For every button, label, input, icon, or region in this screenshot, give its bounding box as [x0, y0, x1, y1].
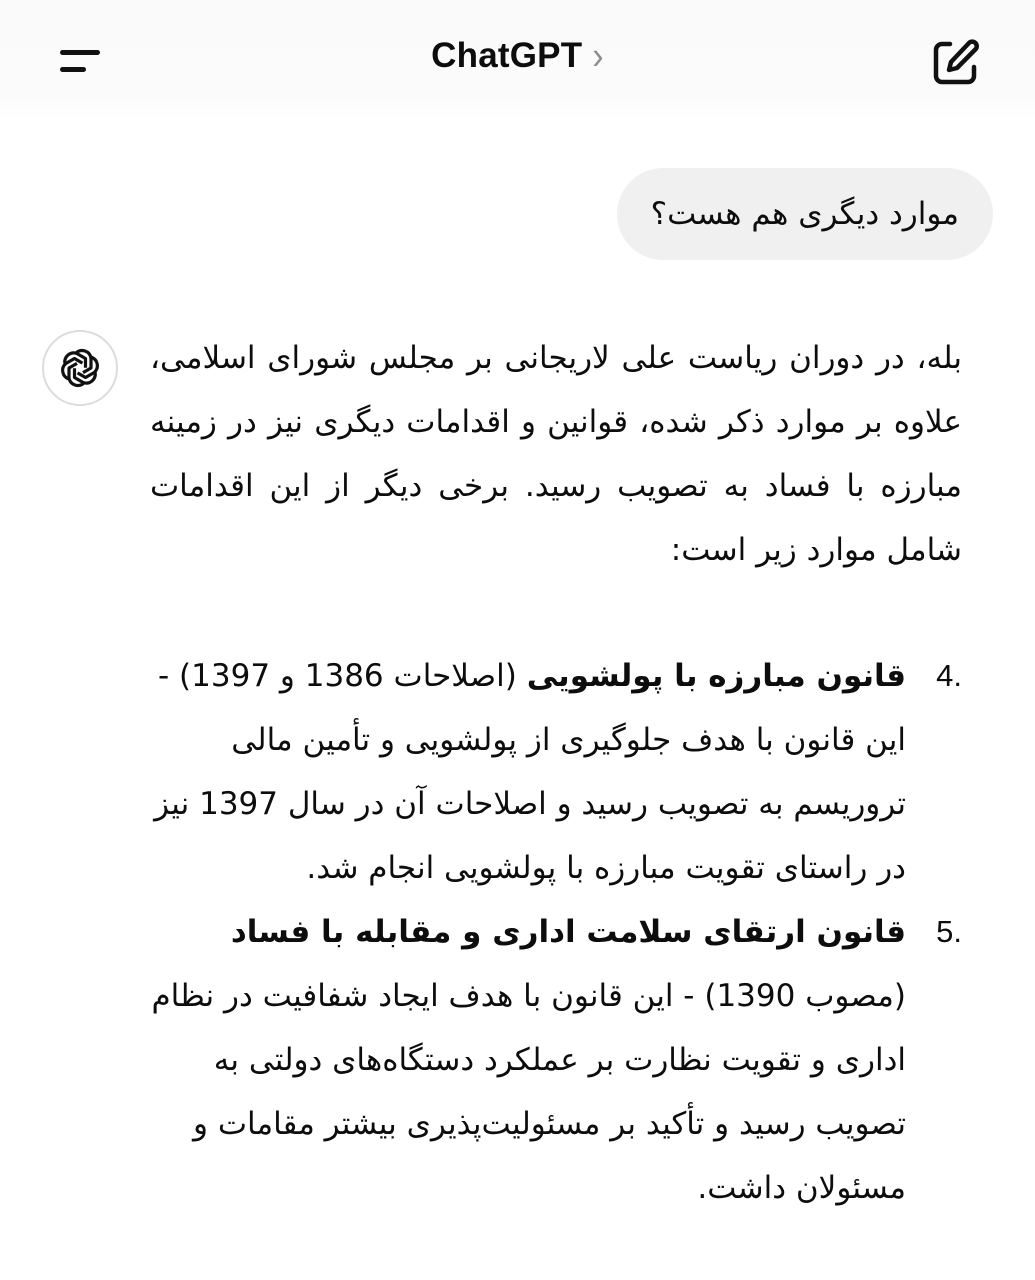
list-item-body: (اصلاحات 1386 و 1397) - این قانون با هدف جلوگیری از پولشویی و تأمین مالی تروریسم به تصویب رسید و اصلاحات آن در سال 1397 نیز در راستای تقویت مبارزه با پولشویی انجام شد.: [154, 658, 906, 886]
app-title: ChatGPT: [431, 36, 583, 75]
model-title-button[interactable]: [0, 36, 1035, 76]
assistant-numbered-list: [150, 644, 962, 1220]
list-item-text: [150, 900, 906, 1220]
list-item-title: قانون ارتقای سلامت اداری و مقابله با فساد: [230, 914, 906, 950]
assistant-message: [150, 326, 962, 1220]
compose-edit-icon: [928, 34, 984, 90]
assistant-avatar: [42, 330, 118, 406]
list-item-body: (مصوب 1390) - این قانون با هدف ایجاد شفافیت در نظام اداری و تقویت نظارت بر عملکرد دستگاه‌های دولتی به تصویب رسید و تأکید بر مسئولیت‌پذیری بیشتر مقامات و مسئولان داشت.: [151, 978, 906, 1206]
assistant-intro-paragraph: بله، در دوران ریاست علی لاریجانی بر مجلس شورای اسلامی، علاوه بر موارد ذکر شده، قوانین و اقدامات دیگری نیز در زمینه مبارزه با فساد به تصویب رسید. برخی دیگر از این اقدامات شامل موارد زیر است:: [150, 340, 962, 568]
list-item-text: [150, 644, 906, 900]
list-item: [150, 644, 962, 900]
list-item-title: قانون مبارزه با پولشویی: [526, 658, 906, 694]
new-chat-button[interactable]: [928, 34, 984, 90]
top-bar: [0, 0, 1035, 120]
user-message-bubble: [617, 168, 993, 260]
list-item-number: 4.: [936, 658, 962, 693]
list-item-number: 5.: [936, 914, 962, 949]
chevron-right-icon: ›: [592, 34, 604, 78]
user-message-text: موارد دیگری هم هست؟: [650, 196, 959, 232]
list-item: [150, 900, 962, 1220]
openai-logo-icon: [55, 343, 105, 393]
